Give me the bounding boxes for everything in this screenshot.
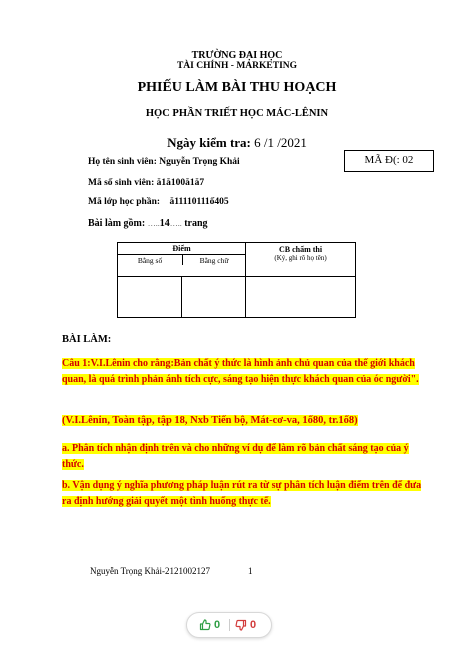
upvote-button[interactable]	[199, 613, 220, 637]
answer-heading: BÀI LÀM:	[62, 334, 112, 345]
score-number-cell	[118, 277, 182, 318]
thumbs-up-icon	[199, 619, 211, 631]
downvote-button[interactable]	[235, 613, 256, 637]
footer-page-number: 1	[248, 566, 253, 576]
student-id-label: Mã số sinh viên:	[88, 178, 155, 188]
downvote-count: 0	[250, 619, 257, 631]
upvote-count: 0	[214, 619, 221, 631]
student-name-value: Nguyễn Trọng Khải	[159, 157, 240, 167]
score-header-cell	[118, 243, 246, 277]
school-name-line2: TÀI CHÍNH - MARKETING	[176, 61, 298, 71]
question-part-b-text: b. Vận dụng ý nghĩa phương pháp luận rút ra từ sự phân tích luận điểm trên để đưa ra định hướng giải quyết một tình huống thực tế.	[62, 480, 422, 507]
page-count-dots-before: …..	[147, 219, 160, 228]
score-by-number-header: Bằng số	[118, 255, 183, 265]
page-count-unit: trang	[184, 218, 208, 229]
student-name-label: Họ tên sinh viên:	[88, 157, 157, 167]
grader-note: (Ký, ghi rõ họ tên)	[274, 254, 327, 262]
score-by-words-header: Bằng chữ	[199, 256, 229, 265]
vote-bar	[186, 612, 272, 638]
citation-text: (V.I.Lênin, Toàn tập, tập 18, Nxb Tiến bộ, Mát-cơ-va, 1ố80, tr.1ố8)	[62, 415, 358, 426]
exam-code-box: MÃ Đ(: 02	[344, 150, 434, 172]
page-count-dots-after: …..	[169, 219, 182, 228]
exam-date-value: 6 /1 /2021	[254, 135, 307, 150]
document-title: PHIẾU LÀM BÀI THU HOẠCH	[137, 80, 337, 95]
class-code-label: Mã lớp học phần:	[88, 197, 161, 207]
student-name-field	[88, 157, 240, 167]
footer-author: Nguyễn Trọng Khải-2121002127	[90, 566, 211, 576]
vote-divider	[229, 619, 230, 631]
question-part-b	[62, 478, 422, 510]
exam-date-label: Ngày kiểm tra:	[167, 135, 251, 150]
course-name: HỌC PHẦN TRIẾT HỌC MÁC-LÊNIN	[145, 108, 329, 119]
class-code-value: ă11110111ố405	[169, 197, 229, 207]
citation	[62, 413, 422, 429]
question-part-a	[62, 441, 422, 473]
question-1	[62, 356, 422, 388]
score-words-cell	[182, 277, 246, 318]
student-id-field	[88, 178, 204, 188]
score-table	[117, 242, 356, 318]
thumbs-down-icon	[235, 619, 247, 631]
page-count-value: 14	[159, 218, 170, 229]
exam-date	[0, 135, 474, 151]
student-id-value: ă1ă100ă1ă7	[156, 178, 205, 188]
grader-header-cell	[246, 243, 356, 277]
question-part-a-text: a. Phân tích nhận định trên và cho những ví dụ để làm rõ bản chất sáng tạo của ý thức.	[62, 443, 409, 470]
grader-header: CB chấm thi	[278, 245, 323, 254]
class-code-field	[88, 197, 229, 207]
score-header: Điểm	[172, 244, 191, 253]
page-count-field	[88, 218, 208, 229]
page-count-label: Bài làm gồm:	[88, 218, 146, 229]
question-1-text: Câu 1:V.I.Lênin cho rằng:Bản chất ý thức là hình ảnh chủ quan của thế giới khách quan, là quá trình phản ánh tích cực, sáng tạo hiện thực khách quan của óc người".	[62, 358, 419, 385]
grader-signature-cell	[246, 277, 356, 318]
school-name-line1: TRƯỜNG ĐẠI HỌC	[191, 50, 283, 61]
